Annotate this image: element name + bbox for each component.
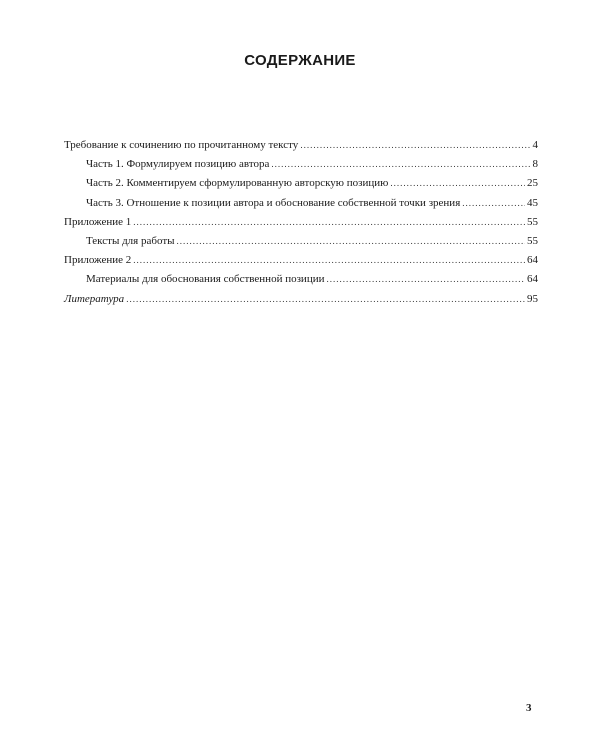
dot-leader <box>326 270 525 289</box>
dot-leader <box>271 155 530 174</box>
toc-entry-texts-for-work[interactable] <box>64 232 538 251</box>
toc-entry-page: 55 <box>527 234 538 247</box>
toc-entry-part-1[interactable] <box>64 155 538 174</box>
toc-entry-part-2[interactable] <box>64 174 538 193</box>
toc-entry-page: 64 <box>527 273 538 286</box>
toc-entry-literature[interactable] <box>64 290 538 309</box>
dot-leader <box>126 290 525 309</box>
toc-entry-label: Материалы для обоснования собственной позиции <box>86 273 325 286</box>
table-of-contents <box>64 136 538 309</box>
dot-leader <box>390 174 525 193</box>
toc-entry-appendix-2[interactable] <box>64 251 538 270</box>
dot-leader <box>133 251 525 270</box>
toc-entry-page: 45 <box>527 196 538 209</box>
page-title: СОДЕРЖАНИЕ <box>244 52 356 69</box>
dot-leader <box>462 194 525 213</box>
page-number: 3 <box>526 702 532 714</box>
toc-entry-appendix-1[interactable] <box>64 213 538 232</box>
toc-entry-page: 8 <box>532 158 538 171</box>
toc-entry-label: Часть 3. Отношение к позиции автора и обоснование собственной точки зрения <box>86 196 461 209</box>
toc-entry-materials[interactable] <box>64 270 538 289</box>
toc-entry-page: 95 <box>527 292 538 305</box>
toc-entry-label: Часть 1. Формулируем позицию автора <box>86 158 270 171</box>
toc-entry-label: Требование к сочинению по прочитанному тексту <box>64 139 299 151</box>
toc-entry-label: Приложение 1 <box>64 215 132 228</box>
toc-entry-part-3[interactable] <box>64 194 538 213</box>
toc-entry-label: Литература <box>64 292 125 305</box>
toc-entry-page: 64 <box>527 254 538 267</box>
dot-leader <box>133 213 525 232</box>
dot-leader <box>177 232 525 251</box>
toc-entry-page: 25 <box>527 177 538 190</box>
toc-entry-label: Часть 2. Комментируем сформулированную авторскую позицию <box>86 177 389 190</box>
dot-leader <box>300 136 530 155</box>
toc-entry-requirements[interactable] <box>64 136 538 155</box>
toc-entry-page: 55 <box>527 215 538 228</box>
toc-entry-label: Тексты для работы <box>86 234 175 247</box>
toc-entry-page: 4 <box>532 139 538 151</box>
toc-entry-label: Приложение 2 <box>64 254 132 267</box>
